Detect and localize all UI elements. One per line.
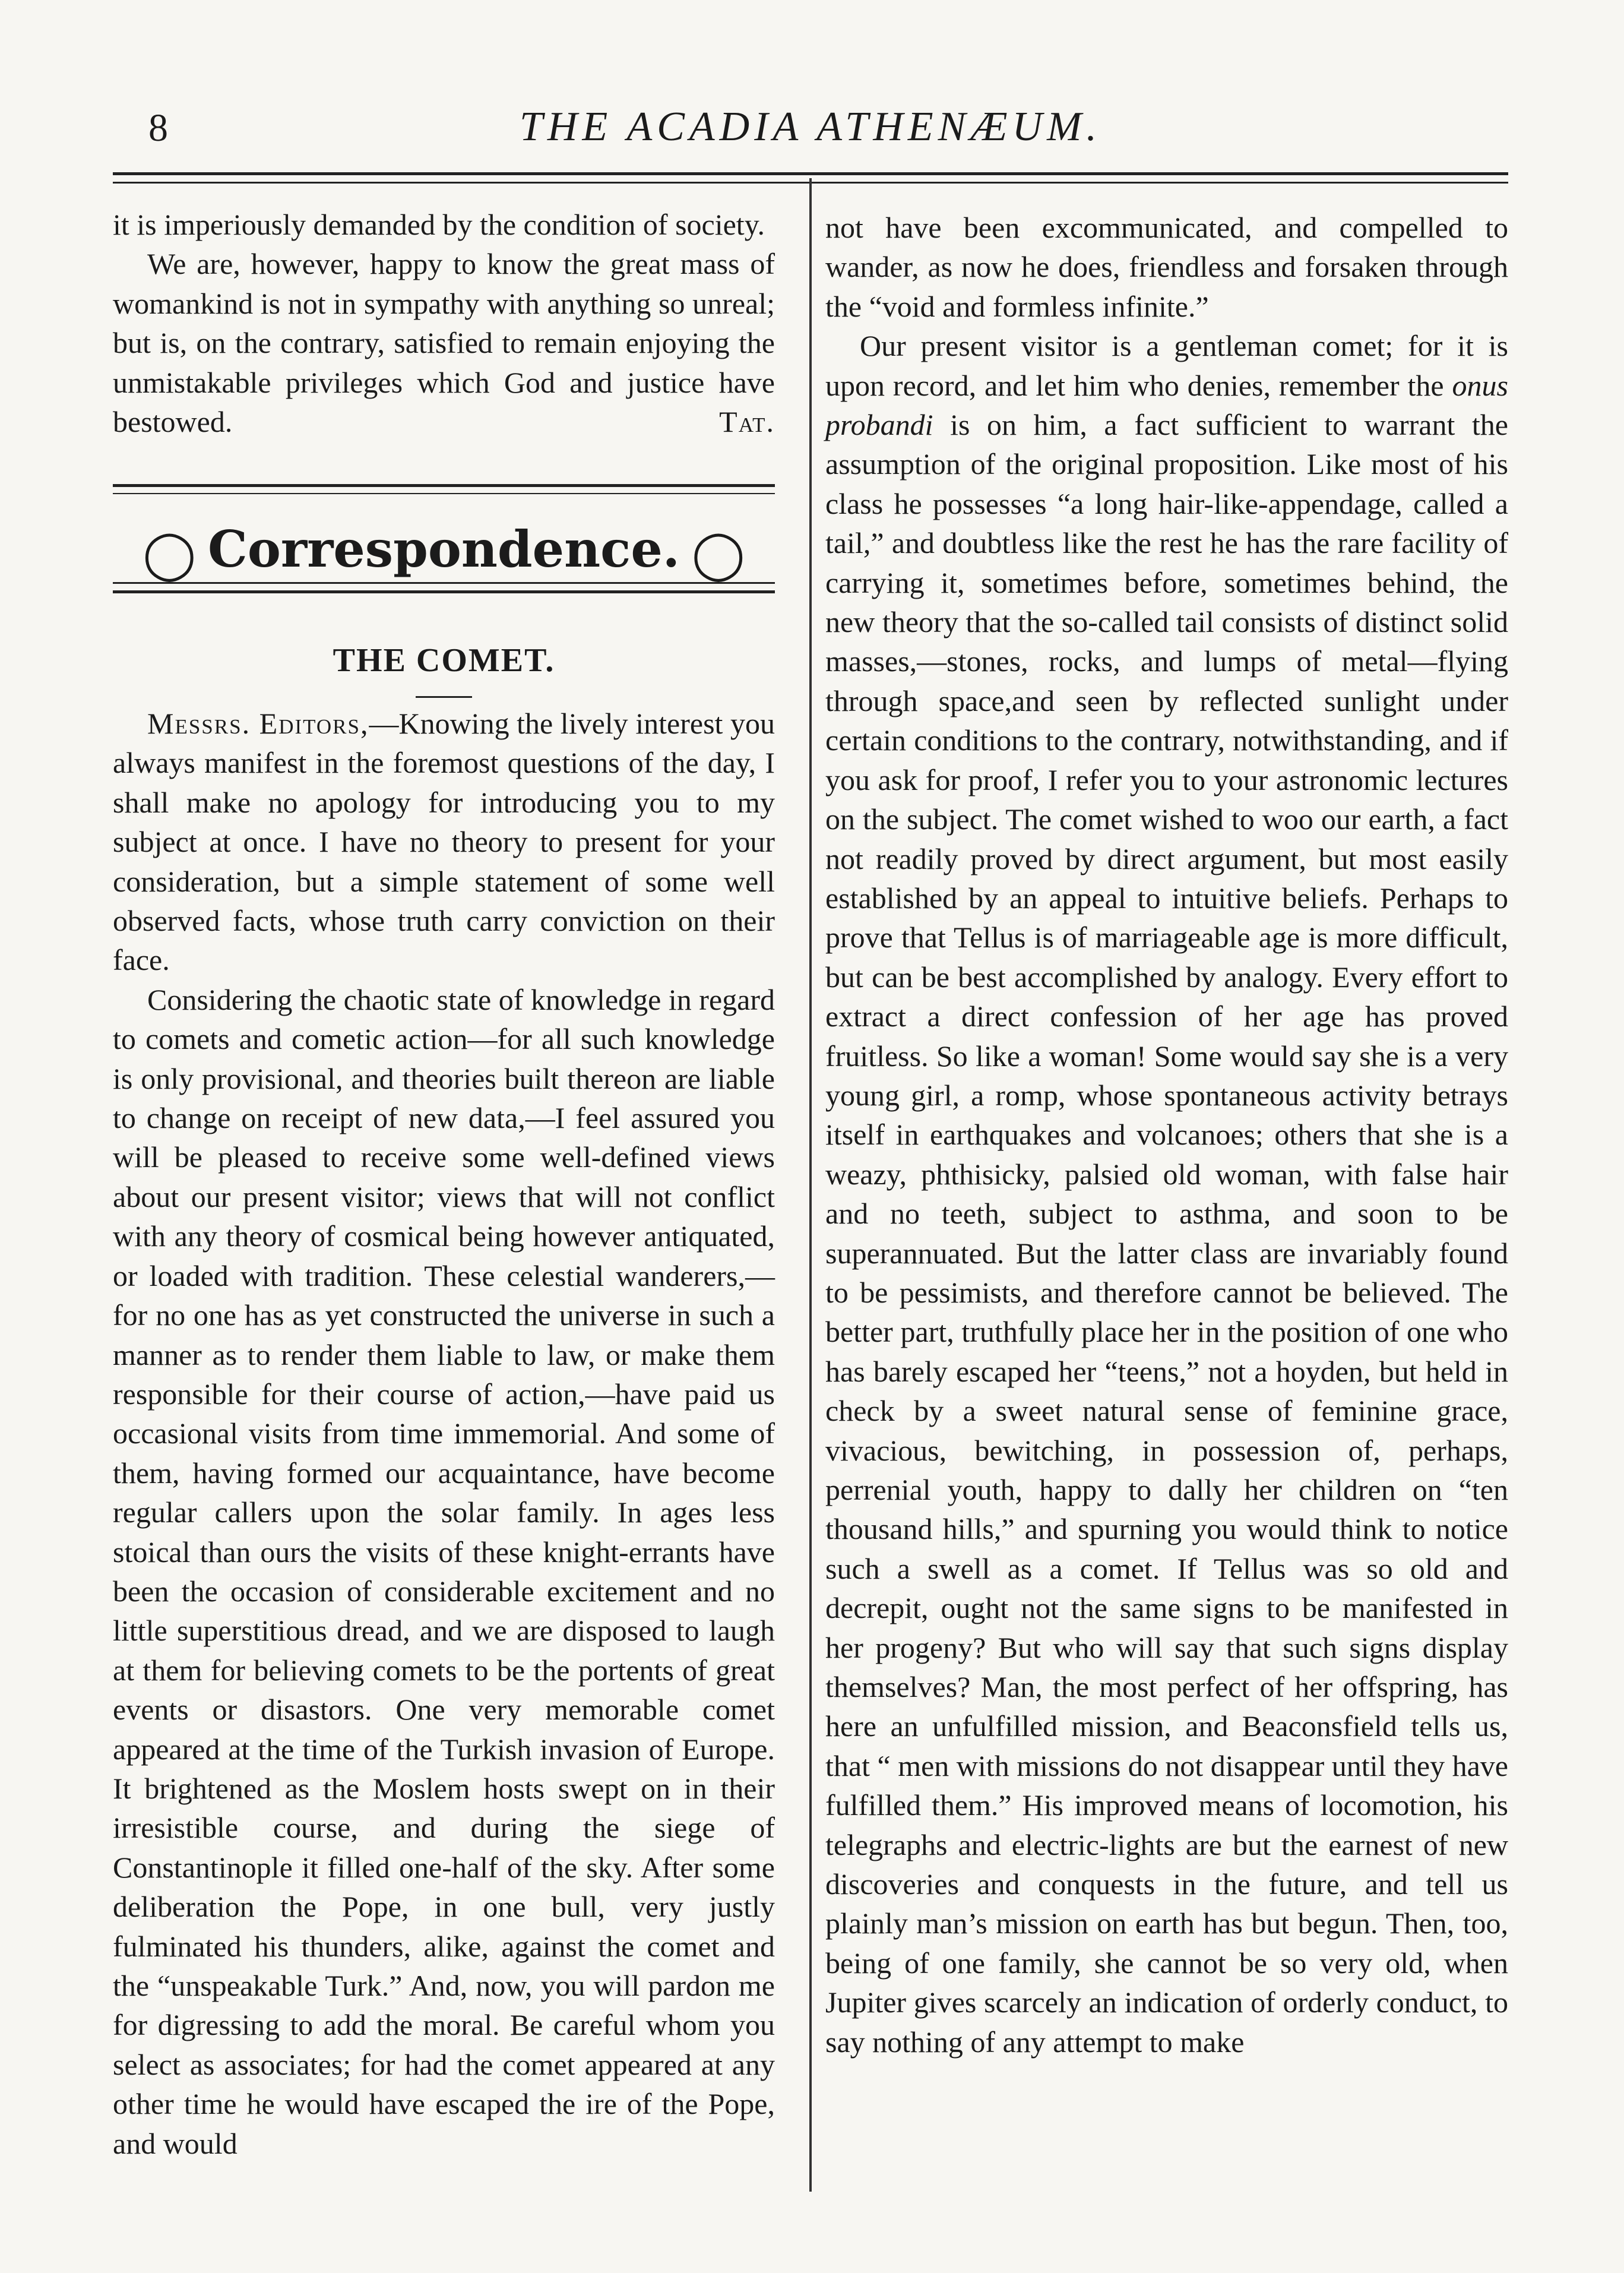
journal-title: THE ACADIA ATHENÆUM.	[520, 104, 1101, 150]
author-signature: Tat.	[719, 405, 775, 439]
left-column-article	[113, 704, 775, 2163]
article-title: THE COMET.	[333, 642, 555, 679]
paragraph-text: —Knowing the lively interest you always manifest in the foremost questions of the day, I shall make no apology for introducing you to my subject at once. I have no theory to present for your consideration, but a simple statement of some well observed facts, whose truth carry conviction on their face.	[113, 707, 775, 977]
paragraph: it is imperiously demanded by the condition of society.	[113, 208, 765, 241]
paragraph	[825, 326, 1508, 2062]
right-column	[825, 208, 1508, 2062]
paragraph	[113, 704, 775, 980]
section-rule-bottom-2	[113, 590, 775, 593]
header-rule-top	[113, 172, 1508, 175]
paragraph: Considering the chaotic state of knowledge in regard to comets and cometic action—for all such knowledge is only provisional, and theories built thereon are liable to change on receipt of new data,—I feel assured you will be pleased to receive some well-defined views about our present visitor; views that will not conflict with any theory of cosmical being however antiquated, or loaded with tradition. These celestial wanderers,—for no one has as yet constructed the universe in such a manner as to render them liable to law, or make them responsible for their course of action,—have paid us occasional visits from time immemorial. And some of them, having formed our acquaintance, have become regular callers upon the solar family. In ages less stoical than ours the visits of these knight-errants have been the occasion of considerable excitement and no little superstitious dread, and we are disposed to laugh at them for believing comets to be the portents of great events or disastors. One very memorable comet appeared at the time of the Turkish invasion of Europe. It brightened as the Moslem hosts swept on in their irresistible course, and during the siege of Constantinople it filled one-half of the sky. After some deliberation the Pope, in one bull, very justly fulminated his thunders, alike, against the comet and the “unspeakable Turk.” And, now, you will pardon me for digressing to add the moral. Be careful whom you select as associates; for had the comet appeared at any other time he would have escaped the ire of the Pope, and would	[113, 982, 775, 2160]
paragraph: not have been excommunicated, and compelled to wander, as now he does, friendless and forsaken through the “void and formless infinite.”	[825, 211, 1508, 323]
paragraph-text: is on him, a fact sufficient to warrant the assumption of the original proposition. Like most of his class he possesses “a long hair-like-appendage, called a tail,” and doubtless like the rest he has the rare facility of carrying it, sometimes before, sometimes behind, the new theory that the so-called tail consists of distinct solid masses,—stones, rocks, and lumps of metal—flying through space,and seen by reflected sunlight under certain conditions to the contrary, notwithstanding, and if you ask for proof, I refer you to your astronomic lectures on the subject. The comet wished to woo our earth, a fact not readily proved by direct argument, but most easily established by an appeal to intuitive beliefs. Perhaps to prove that Tellus is of marriageable age is more difficult, but can be best accomplished by analogy. Every effort to extract a direct confession of her age has proved fruitless. So like a woman! Some would say she is a very young girl, a romp, whose spontaneous activity betrays itself in earthquakes and volcanoes; others that she is a weazy, phthisicky, palsied old woman, with false hair and no teeth, subject to asthma, and soon to be superannuated. But the latter class are invariably found to be pessimists, and therefore cannot be believed. The better part, truthfully place her in the position of one who has barely escaped her “teens,” not a hoyden, but held in check by a sweet natural sense of feminine grace, vivacious, bewitching, in possession of, perhaps, perrenial youth, happy to dally her children on “ten thousand hills,” and spurning you would think to notice such a swell as a comet. If Tellus was so old and decrepit, ought not the same signs to be manifested in her progeny? But who will say that such signs display themselves? Man, the most perfect of her offspring, has here an unfulfilled mission, and Beaconsfield tells us, that “ men with missions do not disappear until they have fulfilled them.” His improved means of locomotion, his telegraphs and electric-lights are but the earnest of new discoveries and conquests in the future, and tell us plainly man’s mission on earth has but begun. Then, too, being of one family, she cannot be so very old, when Jupiter gives scarcely an indication of orderly conduct, to say nothing of any attempt to make	[825, 408, 1508, 2059]
section-rule-bottom-1	[113, 582, 775, 584]
correspondence-banner	[113, 487, 775, 606]
salutation: Messrs. Editors,	[147, 707, 369, 740]
left-column-top	[113, 205, 775, 441]
page-number: 8	[148, 106, 168, 150]
paragraph-text: Our present visitor is a gentleman comet; for it is upon record, and let him who denies, remember the	[825, 329, 1508, 402]
page-header	[113, 101, 1508, 166]
right-ornament-icon: ◯	[692, 526, 745, 581]
paragraph	[113, 244, 775, 441]
latin-phrase: onus probandi	[825, 368, 1508, 442]
article-title-rule	[416, 696, 472, 698]
section-title-text: Correspondence.	[207, 520, 680, 578]
paragraph-text: We are, however, happy to know the great mass of womankind is not in sympathy with anything so unreal; but is, on the contrary, satisfied to remain enjoying the unmistakable privileges which God and justice have bestowed.	[113, 247, 775, 439]
left-ornament-icon: ◯	[143, 526, 196, 581]
column-divider	[809, 178, 812, 2192]
section-title	[113, 520, 775, 581]
